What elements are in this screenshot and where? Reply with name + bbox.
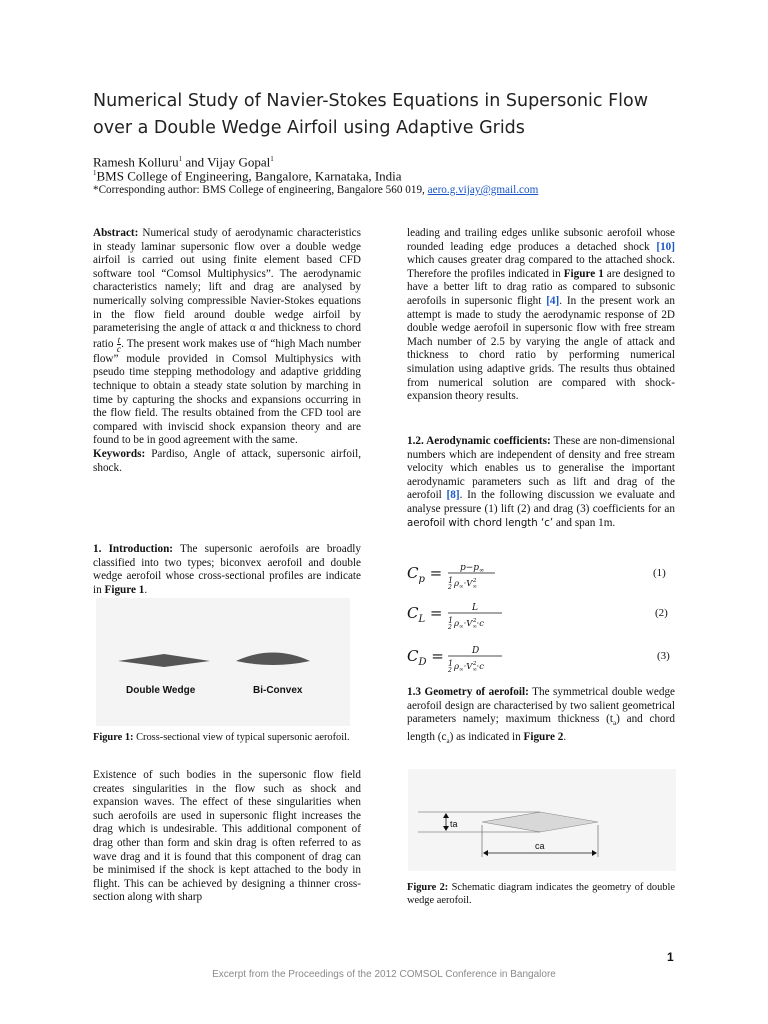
- ref-4[interactable]: [4]: [546, 294, 560, 307]
- svg-text:2: [447, 584, 452, 590]
- cd-dot-2: ·: [476, 662, 480, 672]
- section-1-3-heading: 1.3 Geometry of aerofoil:: [407, 686, 529, 698]
- cp-numerator-inf: ∞: [479, 567, 485, 574]
- cl-numerator: L: [472, 603, 478, 613]
- keywords-label: Keywords:: [93, 447, 146, 460]
- thickness-arrow-bottom: [443, 826, 449, 831]
- cd-equals: =: [426, 647, 444, 665]
- cd-symbol: C: [407, 647, 419, 665]
- section-1-2: [407, 435, 675, 530]
- svg-text:Cp =: [407, 564, 442, 585]
- section-1-2-text-d: and span 1m.: [553, 516, 616, 529]
- right-figure-1-ref: Figure 1: [563, 267, 604, 280]
- abstract-text-1: Numerical study of aerodynamic characteristics in steady laminar supersonic flow over a double wedge airfoil is carried out using finite element based CFD software tool “Comsol Multiphysics”. The aerodynamic characteristics namely; lift and drag are analysed by numerically solving compressible Navier-Stokes equations in the flow field around double wedge airfoil by parameterising the angle of attack α and thickness to chord ratio: [93, 227, 361, 350]
- cd-v-inf: ∞: [472, 667, 478, 673]
- ref-8[interactable]: [8]: [446, 489, 460, 502]
- page-number: 1: [667, 950, 674, 964]
- section-1-2-text-b: . In the following discussion we evaluate and analyse pressure (1) lift (2) and drag (3) coefficients for an: [407, 489, 675, 515]
- chord-arrow-right: [592, 850, 597, 856]
- email-link[interactable]: aero.g.vijay@gmail.com: [427, 184, 539, 196]
- right-p1-c: are designed to have a better lift to drag ratio as compared to subsonic aerofoils in supersonic flight: [407, 267, 675, 307]
- cp-v-inf: ∞: [472, 584, 478, 590]
- cd-numerator: D: [472, 646, 480, 656]
- right-column-paragraph: [407, 227, 675, 404]
- section-1-2-text-a: These are non-dimensional numbers which are independent of density and free stream velocity which enables us to generalise the important aerodynamic parameters such as lift and drag of the aerofoil: [407, 435, 675, 502]
- cd-rho: ρ: [454, 662, 459, 672]
- section-1-3-text-c: ) as indicated in: [449, 731, 524, 744]
- introduction-continued: [93, 769, 361, 905]
- cl-half-num: 1: [448, 616, 454, 625]
- cl-symbol: C: [407, 604, 419, 622]
- right-p1-a: leading and trailing edges unlike subsonic aerofoil whose rounded leading edge produces a detached shock: [407, 227, 675, 253]
- section-1-3: [407, 686, 675, 749]
- equation-cp: [407, 560, 557, 594]
- equation-2-number: (2): [655, 607, 668, 619]
- corresponding-text: *Corresponding author: BMS College of engineering, Bangalore 560 019,: [93, 184, 428, 196]
- title-line-1: Numerical Study of Navier-Stokes Equations in Supersonic Flow: [93, 91, 649, 111]
- svg-text:ρ∞·V∞2·c: [453, 661, 484, 673]
- figure-1-graphic: [96, 598, 350, 726]
- cp-equals: =: [424, 564, 443, 582]
- abstract-text-2: . The present work makes use of “high Mach number flow” module provided in Comsol Multiphysics with pseudo time stepping methodology and adaptive gridding technique to obtain a steady state solution by marching in time by capturing the shocks and expansions occurring in the flow field. The results obtained from the CFD tool are compared with inviscid shock expansion theory and are found to be in good agreement with the same.: [93, 337, 362, 447]
- paper-title: [93, 88, 693, 142]
- section-1-2-text-c: aerofoil with chord length ‘c’: [407, 517, 554, 529]
- cl-subscript: L: [418, 614, 426, 625]
- cp-v: V: [466, 579, 473, 589]
- page-footer: Excerpt from the Proceedings of the 2012 COMSOL Conference in Bangalore: [212, 969, 556, 980]
- svg-text:ρ∞·V∞2·c: [453, 618, 484, 630]
- equation-cp-graphic: [407, 560, 557, 590]
- introduction: [93, 543, 361, 597]
- author-1: Ramesh Kolluru: [93, 154, 179, 170]
- author-2: Vijay Gopal: [207, 154, 271, 170]
- equation-1-number: (1): [653, 567, 666, 579]
- figure-2-graphic: [408, 769, 676, 871]
- cl-dot-2: ·: [476, 619, 480, 629]
- abstract-label: Abstract:: [93, 227, 139, 239]
- fraction-denominator: c: [116, 343, 121, 354]
- cp-half-den: 2: [448, 584, 452, 590]
- affiliation-sup: 1: [93, 169, 97, 177]
- abstract: [93, 227, 361, 475]
- thickness-arrow-top: [443, 813, 449, 818]
- cd-v: V: [466, 662, 473, 672]
- intro-text-end: .: [144, 583, 148, 596]
- equation-cl-graphic: [407, 600, 557, 630]
- figure-1-caption-text: Cross-sectional view of typical supersonic aerofoil.: [133, 732, 350, 743]
- cd-subscript: D: [418, 657, 427, 668]
- equation-cd-graphic: [407, 643, 557, 673]
- cp-rho: ρ: [454, 579, 459, 589]
- double-wedge-schematic: [482, 812, 598, 832]
- intro-heading: 1. Introduction:: [93, 543, 174, 555]
- cl-rho-inf: ∞: [459, 624, 464, 630]
- fraction-numerator: t: [117, 334, 121, 345]
- section-1-3-text-b: ) and chord length (c: [407, 713, 675, 744]
- cp-rho-inf: ∞: [459, 584, 464, 590]
- author-1-sup: 1: [178, 155, 183, 163]
- figure-1: [96, 598, 350, 726]
- figure-2-caption-text: Schematic diagram indicates the geometry of double wedge aerofoil.: [407, 882, 675, 906]
- cd-c: c: [479, 662, 484, 672]
- section-1-3-text-a: The symmetrical double wedge aerofoil design are characterised by two salient geometrical parameters namely; maximum thickness (t: [407, 686, 676, 726]
- figure-1-caption: [93, 732, 361, 745]
- affiliation-text: BMS College of Engineering, Bangalore, Karnataka, India: [96, 168, 402, 184]
- right-p1-d: . In the present work an attempt is made to study the aerodynamic response of 2D double wedge aerofoil in supersonic flow with free stream Mach number of 2.5 by varying the angle of attack and thickness to chord ratio by performing numerical simulation using adaptive grids. The results thus obtained from numerical solution are compared with shock-expansion theory results.: [407, 294, 675, 403]
- chord-label: ca: [535, 841, 545, 851]
- section-1-3-text-d: .: [563, 731, 567, 744]
- figure-2: [408, 769, 676, 871]
- author-2-sup: 1: [270, 155, 274, 163]
- ca-subscript: a: [446, 737, 450, 746]
- cl-v-inf: ∞: [472, 624, 478, 630]
- cl-v: V: [466, 619, 473, 629]
- right-p1-b: which causes greater drag compared to the attached shock. Therefore the profiles indicated in: [407, 254, 675, 280]
- chord-arrow-left: [483, 850, 488, 856]
- ref-10[interactable]: [10]: [656, 240, 675, 253]
- affiliation: [93, 166, 402, 183]
- section-1-3-figure-ref: Figure 2: [523, 731, 564, 744]
- figure-2-caption: [407, 882, 675, 907]
- svg-text:ρ∞·V∞2: [453, 578, 477, 590]
- cl-c: c: [479, 619, 484, 629]
- cd-v-square: 2: [473, 661, 477, 667]
- cl-half-den: 2: [448, 624, 452, 630]
- cl-equals: =: [425, 604, 443, 622]
- biconvex-label: Bi-Convex: [253, 685, 303, 696]
- ta-subscript: a: [613, 719, 617, 728]
- cp-numerator: p−p: [460, 563, 480, 573]
- equation-cl: [407, 600, 557, 634]
- cd-half-num: 1: [448, 659, 454, 668]
- svg-text:CL =: [407, 604, 442, 625]
- title-line-2: over a Double Wedge Airfoil using Adaptive Grids: [93, 118, 525, 138]
- cl-v-square: 2: [473, 618, 477, 624]
- figure-1-caption-label: Figure 1:: [93, 732, 134, 743]
- cp-subscript: p: [418, 574, 425, 585]
- intro-continued-text: Existence of such bodies in the supersonic flow field creates singularities in the flow such as shock and expansion waves. The effect of these singularities when such aerofoils are used in supersonic flight increases the drag which is undesirable. This additional component of drag other than form and skin drag is often referred to as wave drag and it is found that this component of drag can be minimised if the shock is kept attached to the body in flight. This can be achieved by designing a thinner cross-section along with sharp: [93, 769, 361, 904]
- section-1-2-heading: 1.2. Aerodynamic coefficients:: [407, 435, 551, 447]
- author-separator: and: [182, 154, 208, 170]
- biconvex-shape: [236, 653, 310, 666]
- cp-dot: ·: [463, 579, 467, 589]
- corresponding-author: [93, 183, 538, 197]
- cd-rho-inf: ∞: [459, 667, 464, 673]
- cp-symbol: C: [407, 564, 419, 582]
- svg-text:CD =: [407, 647, 444, 668]
- cl-dot-1: ·: [463, 619, 467, 629]
- thickness-label: ta: [450, 819, 458, 829]
- cd-dot-1: ·: [463, 662, 467, 672]
- equation-cd: [407, 643, 557, 677]
- cp-half-num: 1: [448, 576, 454, 585]
- double-wedge-shape: [118, 654, 210, 667]
- cp-v-square: 2: [473, 578, 477, 584]
- cd-half-den: 2: [448, 667, 452, 673]
- svg-text:p−p∞: [460, 563, 484, 574]
- intro-figure-ref: Figure 1: [104, 583, 145, 596]
- figure-2-caption-label: Figure 2:: [407, 882, 449, 893]
- keywords-text: Pardiso, Angle of attack, supersonic airfoil, shock.: [93, 447, 361, 474]
- intro-text: The supersonic aerofoils are broadly classified into two types; biconvex aerofoil and double wedge aerofoil whose cross-sectional profiles are indicate in: [93, 543, 361, 596]
- double-wedge-label: Double Wedge: [126, 685, 196, 696]
- cl-rho: ρ: [454, 619, 459, 629]
- equation-3-number: (3): [657, 650, 670, 662]
